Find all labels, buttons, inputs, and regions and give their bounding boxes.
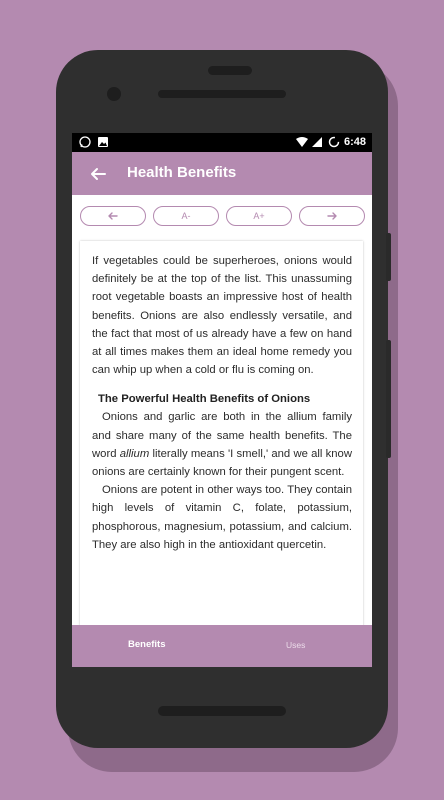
article-paragraph-2: Onions are potent in other ways too. They contain high levels of vitamin C, folate, potassium, phosphorous, magnesium, potassium, and calcium. They are also high in the antioxidant quercetin.: [92, 484, 352, 551]
decrease-font-button[interactable]: A-: [153, 206, 219, 226]
status-time: 6:48: [343, 136, 366, 148]
top-speaker: [208, 66, 252, 75]
status-bar: [72, 133, 372, 152]
arrow-right-icon: [326, 210, 338, 222]
battery-icon: [328, 136, 340, 148]
article-content[interactable]: [92, 252, 352, 554]
bottom-navigation: [72, 625, 372, 667]
next-button[interactable]: [299, 206, 365, 226]
nav-tab-uses[interactable]: Uses: [286, 640, 306, 650]
power-button[interactable]: [386, 233, 391, 281]
back-button[interactable]: [86, 162, 110, 186]
bottom-speaker: [158, 706, 286, 716]
article-paragraph-1: Onions and garlic are both in the allium family and share many of the same health benefits. The word allium literally means 'I smell,' and we all know onions are certainly known for their pungent scent.: [92, 411, 353, 479]
image-icon: [97, 136, 109, 148]
reader-controls: [72, 195, 372, 237]
nav-tab-benefits[interactable]: Benefits: [128, 639, 166, 650]
wifi-icon: [296, 136, 308, 148]
page-title: Health Benefits: [127, 164, 237, 181]
previous-button[interactable]: [80, 206, 146, 226]
screen: [72, 133, 372, 667]
article-intro: If vegetables could be superheroes, onions would definitely be at the top of the list. This unassuming root vegetable boasts an impressive host of health benefits. Onions are also endlessly versatile, and the fact that most of us already have a few on hand at all times makes them an ideal home remedy you can whip up when a cold or flu is coming on.: [92, 255, 352, 377]
article-card: [80, 241, 363, 631]
back-arrow-icon: [86, 162, 110, 186]
earpiece: [158, 90, 286, 98]
increase-font-button[interactable]: A+: [226, 206, 292, 226]
app-bar: [72, 152, 372, 195]
arrow-left-icon: [107, 210, 119, 222]
volume-button[interactable]: [386, 340, 391, 458]
whatsapp-icon: [79, 136, 91, 148]
signal-icon: [312, 136, 324, 148]
front-camera: [107, 87, 121, 101]
article-heading: The Powerful Health Benefits of Onions: [98, 393, 311, 406]
